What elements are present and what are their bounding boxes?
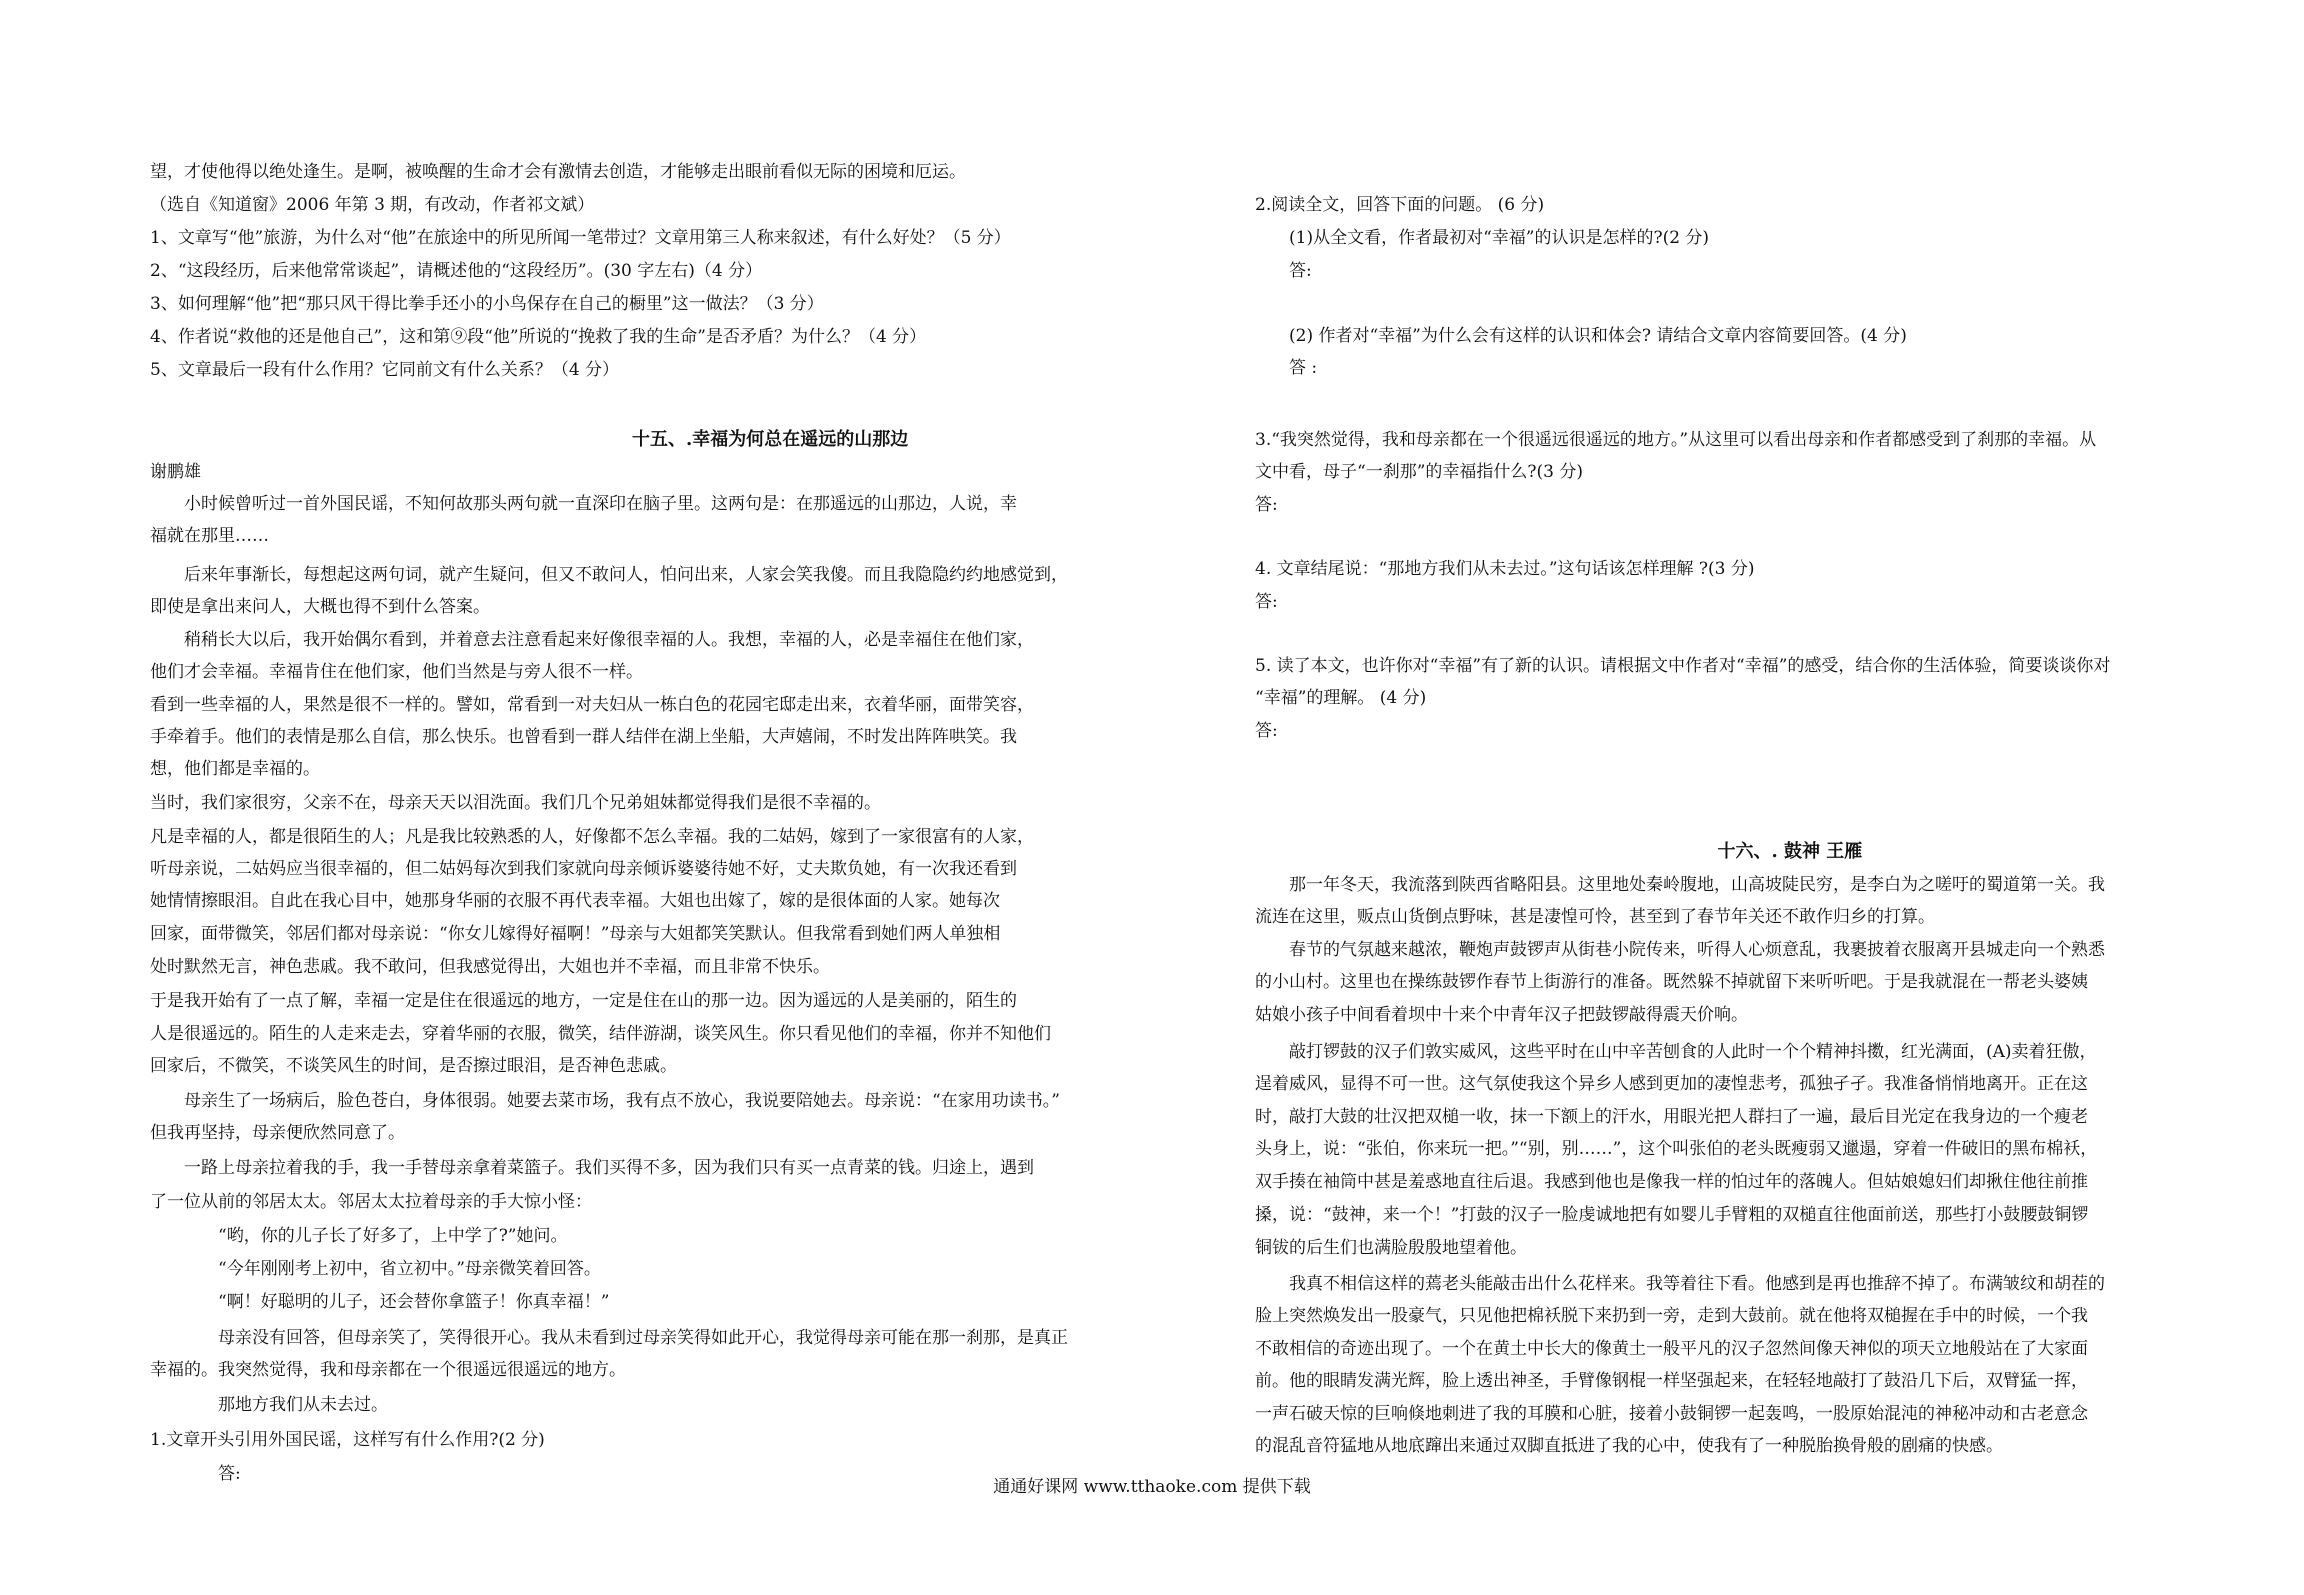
left-line-23: 处时默然无言，神色悲戚。我不敢问，但我感觉得出，大姐也并不幸福，而且非常不快乐。 [150,957,830,977]
right-line-5: 3.“我突然觉得，我和母亲都在一个很遥远很遥远的地方。”从这里可以看出母亲和作者都感受到了刹那的幸福。从 [1255,430,2097,450]
right-line-14: 那一年冬天，我流落到陕西省略阳县。这里地处秦岭腹地，山高坡陡民穷，是李白为之嗟吁的蜀道第一关。我 [1289,875,2105,895]
right-line-17: 的小山村。这里也在操练鼓锣作春节上街游行的准备。既然躲不掉就留下来听听吧。于是我就混在一帮老头婆姨 [1255,972,2088,992]
left-line-29: 一路上母亲拉着我的手，我一手替母亲拿着菜篮子。我们买得不多，因为我们只有买一点青菜的钱。归途上，遇到 [184,1158,1034,1178]
left-line-4: 3、如何理解“他”把“那只风干得比拳手还小的小鸟保存在自己的橱里”这一做法？（3 分） [150,294,824,314]
right-line-15: 流连在这里，贩点山货倒点野味，甚是凄惶可怜，甚至到了春节年关还不敢作归乡的打算。 [1255,907,1935,927]
left-line-12: 即使是拿出来问人，大概也得不到什么答案。 [150,597,490,617]
right-line-3: (2) 作者对“幸福”为什么会有这样的认识和体会? 请结合文章内容简要回答。(4 分) [1289,326,1907,346]
left-line-30: 了一位从前的邻居太太。邻居太太拉着母亲的手大惊小怪： [150,1192,592,1212]
right-line-18: 姑娘小孩子中间看着坝中十来个中青年汉子把鼓锣敲得震天价响。 [1255,1005,1748,1025]
left-line-33: “啊！好聪明的儿子，还会替你拿篮子！你真幸福！” [218,1292,610,1312]
right-line-30: 一声石破天惊的巨响倏地刺进了我的耳膜和心脏，接着小鼓铜锣一起轰鸣，一股原始混沌的神秘冲动和古老意念 [1255,1404,2088,1424]
left-line-2: 1、文章写“他”旅游，为什么对“他”在旅途中的所见所闻一笔带过？文章用第三人称来叙述，有什么好处？（5 分） [150,228,1011,248]
right-line-13: 十六、. 鼓神 王雁 [1717,841,1863,862]
left-line-1: （选自《知道窗》2006 年第 3 期，有改动，作者祁文斌） [150,195,595,215]
right-line-4: 答 : [1289,358,1318,378]
right-line-7: 答: [1255,495,1278,515]
right-line-21: 时，敲打大鼓的壮汉把双槌一收，抹一下额上的汗水，用眼光把人群扫了一遍，最后目光定在我身边的一个瘦老 [1255,1107,2088,1127]
right-line-2: 答: [1289,261,1312,281]
left-line-15: 看到一些幸福的人，果然是很不一样的。譬如，常看到一对夫妇从一栋白色的花园宅邸走出来，衣着华丽，面带笑容， [150,695,1034,715]
right-line-23: 双手揍在袖筒中甚是羞惑地直往后退。我感到他也是像我一样的怕过年的落魄人。但姑娘媳妇们却揪住他往前推 [1255,1172,2088,1192]
right-line-29: 前。他的眼睛发满光辉，脸上透出神圣，手臂像钢棍一样坚强起来，在轻轻地敲打了鼓沿几下后，双臂猛一挥， [1255,1371,2088,1391]
left-line-20: 听母亲说，二姑妈应当很幸福的，但二姑妈每次到我们家就向母亲倾诉婆婆待她不好，丈夫欺负她，有一次我还看到 [150,859,1017,879]
left-line-6: 5、文章最后一段有什么作用？它同前文有什么关系？（4 分） [150,360,620,380]
right-line-6: 文中看，母子“一刹那”的幸福指什么?(3 分) [1255,462,1583,482]
right-line-27: 脸上突然焕发出一股豪气，只见他把棉袄脱下来扔到一旁，走到大鼓前。就在他将双槌握在手中的时候，一个我 [1255,1306,2088,1326]
left-line-18: 当时，我们家很穷，父亲不在，母亲天天以泪洗面。我们几个兄弟姐妹都觉得我们是很不幸福的。 [150,793,881,813]
left-line-10: 福就在那里…… [150,526,269,546]
left-line-24: 于是我开始有了一点了解，幸福一定是住在很遥远的地方，一定是住在山的那一边。因为遥远的人是美丽的，陌生的 [150,991,1017,1011]
left-line-35: 幸福的。我突然觉得，我和母亲都在一个很遥远很遥远的地方。 [150,1360,626,1380]
left-line-38: 答: [218,1464,241,1484]
right-line-1: (1)从全文看，作者最初对“幸福”的认识是怎样的?(2 分) [1289,228,1710,248]
left-line-7: 十五、.幸福为何总在遥远的山那边 [632,429,909,450]
right-line-9: 答: [1255,592,1278,612]
left-line-21: 她情情擦眼泪。自此在我心目中，她那身华丽的衣服不再代表幸福。大姐也出嫁了，嫁的是很体面的人家。她每次 [150,891,1000,911]
left-line-3: 2、“这段经历，后来他常常谈起”，请概述他的“这段经历”。(30 字左右)（4 分） [150,261,763,281]
page-footer: 通通好课网 www.tthaoke.com 提供下载 [993,1477,1311,1497]
right-line-31: 的混乱音符猛地从地底蹿出来通过双脚直抵进了我的心中，使我有了一种脱胎换骨般的剧痛的快感。 [1255,1436,2003,1456]
right-line-24: 搡，说：“鼓神，来一个！”打鼓的汉子一脸虔诚地把有如婴儿手臂粗的双槌直往他面前送，那些打小鼓腰鼓铜锣 [1255,1205,2089,1225]
right-line-20: 逞着威风，显得不可一世。这气氛使我这个异乡人感到更加的凄惶悲考，孤独孑孑。我准备悄悄地离开。正在这 [1255,1074,2088,1094]
right-line-25: 铜钹的后生们也满脸殷殷地望着他。 [1255,1238,1527,1258]
left-line-19: 凡是幸福的人，都是很陌生的人；凡是我比较熟悉的人，好像都不怎么幸福。我的二姑妈，嫁到了一家很富有的人家， [150,827,1034,847]
left-line-0: 望，才使他得以绝处逢生。是啊，被唤醒的生命才会有激情去创造，才能够走出眼前看似无际的困境和厄运。 [150,162,966,182]
right-line-26: 我真不相信这样的蔫老头能敲击出什么花样来。我等着往下看。他感到是再也推辞不掉了。布满皱纹和胡茬的 [1289,1274,2105,1294]
right-line-16: 春节的气氛越来越浓，鞭炮声鼓锣声从街巷小院传来，听得人心烦意乱，我裹披着衣服离开县城走向一个熟悉 [1289,940,2105,960]
right-line-19: 敲打锣鼓的汉子们敦实威风，这些平时在山中辛苦刨食的人此时一个个精神抖擞，红光满面，(A)卖着狂傲， [1289,1042,2097,1062]
left-line-27: 母亲生了一场病后，脸色苍白，身体很弱。她要去菜市场，我有点不放心，我说要陪她去。母亲说：“在家用功读书。” [184,1091,1060,1111]
right-line-8: 4. 文章结尾说：“那地方我们从未去过。”这句话该怎样理解 ?(3 分) [1255,559,1755,579]
left-line-36: 那地方我们从未去过。 [218,1395,388,1415]
right-line-10: 5. 读了本文，也许你对“幸福”有了新的认识。请根据文中作者对“幸福”的感受，结合你的生活体验，简要谈谈你对 [1255,656,2111,676]
left-line-13: 稍稍长大以后，我开始偶尔看到，并着意去注意看起来好像很幸福的人。我想，幸福的人，必是幸福住在他们家， [184,630,1034,650]
left-line-11: 后来年事渐长，每想起这两句词，就产生疑问，但又不敢问人，怕问出来，人家会笑我傻。而且我隐隐约约地感觉到， [184,565,1068,585]
left-line-5: 4、作者说“救他的还是他自己”，这和第⑨段“他”所说的“挽救了我的生命”是否矛盾？为什么？（4 分） [150,327,927,347]
left-line-17: 想，他们都是幸福的。 [150,759,320,779]
left-line-8: 谢鹏雄 [150,462,201,482]
right-line-11: “幸福”的理解。 (4 分) [1255,688,1427,708]
left-line-9: 小时候曾听过一首外国民谣，不知何故那头两句就一直深印在脑子里。这两句是：在那遥远的山那边，人说，幸 [184,494,1017,514]
right-line-22: 头身上，说：“张伯，你来玩一把。”“别，别……”，这个叫张伯的老头既瘦弱又邋遢，穿着一件破旧的黑布棉袄， [1255,1139,2098,1159]
right-line-12: 答: [1255,721,1278,741]
right-line-28: 不敢相信的奇迹出现了。一个在黄土中长大的像黄土一般平凡的汉子忽然间像天神似的项天立地般站在了大家面 [1255,1339,2088,1359]
left-line-32: “今年刚刚考上初中，省立初中。”母亲微笑着回答。 [218,1259,601,1279]
left-line-25: 人是很遥远的。陌生的人走来走去，穿着华丽的衣服，微笑，结伴游湖，谈笑风生。你只看见他们的幸福，你并不知他们 [150,1024,1051,1044]
left-line-31: “哟，你的儿子长了好多了，上中学了?”她问。 [218,1226,568,1246]
left-line-34: 母亲没有回答，但母亲笑了，笑得很开心。我从未看到过母亲笑得如此开心，我觉得母亲可能在那一刹那，是真正 [218,1328,1068,1348]
left-line-26: 回家后，不微笑，不谈笑风生的时间，是否擦过眼泪，是否神色悲戚。 [150,1056,677,1076]
right-line-0: 2.阅读全文，回答下面的问题。 (6 分) [1255,195,1545,215]
left-line-16: 手牵着手。他们的表情是那么自信，那么快乐。也曾看到一群人结伴在湖上坐船，大声嬉闹，不时发出阵阵哄笑。我 [150,727,1017,747]
left-line-14: 他们才会幸福。幸福肯住在他们家，他们当然是与旁人很不一样。 [150,662,643,682]
left-line-28: 但我再坚持，母亲便欣然同意了。 [150,1123,405,1143]
left-line-22: 回家，面带微笑，邻居们都对母亲说：“你女儿嫁得好福啊！”母亲与大姐都笑笑默认。但我常看到她们两人单独相 [150,924,1001,944]
left-line-37: 1.文章开头引用外国民谣，这样写有什么作用?(2 分) [150,1430,545,1450]
